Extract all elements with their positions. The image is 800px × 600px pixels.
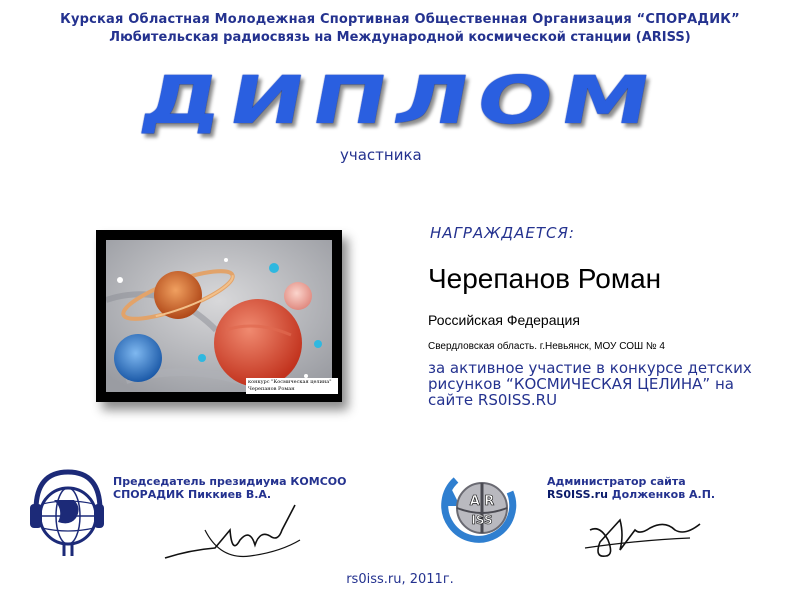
award-reason: за активное участие в конкурсе детских рисунков “КОСМИЧЕСКАЯ ЦЕЛИНА” на сайте RS0ISS.RU	[428, 359, 752, 409]
left-signatory-line-1: Председатель президиума КОМСОО	[113, 475, 347, 488]
recipient-name: Черепанов Роман	[428, 263, 662, 294]
ariss-logo-bottom-text: ISS	[471, 513, 493, 527]
artwork-caption-line-2: Черепанов Роман	[248, 386, 295, 392]
footer-text: rs0iss.ru, 2011г.	[346, 572, 454, 587]
artwork-caption-line-1: конкурс "Космическая целина"	[248, 379, 332, 385]
right-signatory-title	[547, 475, 787, 501]
artwork-caption	[246, 378, 338, 394]
right-signature	[580, 500, 710, 565]
left-signatory-title	[113, 475, 373, 501]
artwork-drawing	[106, 240, 332, 392]
diploma-title: ДИПЛОМ	[134, 62, 666, 139]
right-signatory-site: RS0ISS.ru	[547, 488, 608, 501]
artwork-frame	[96, 230, 342, 402]
organization-line-2: Любительская радиосвязь на Международной космической станции (ARISS)	[109, 30, 691, 45]
organization-line-1: Курская Областная Молодежная Спортивная Общественная Организация “СПОРАДИК”	[60, 12, 740, 27]
left-signature	[160, 500, 310, 565]
right-signatory-name: Долженков А.П.	[611, 488, 716, 501]
left-signatory-line-2: СПОРАДИК Пиккиев В.А.	[113, 488, 272, 501]
recipient-country: Российская Федерация	[428, 312, 580, 328]
ariss-logo	[436, 462, 522, 548]
awarded-label: НАГРАЖДАЕТСЯ:	[430, 224, 575, 242]
sporadik-globe-logo	[24, 460, 104, 560]
right-signatory-line-1: Администратор сайта	[547, 475, 686, 488]
recipient-address: Свердловская область. г.Невьянск, МОУ СОШ № 4	[428, 341, 665, 352]
diploma-subtitle: участника	[340, 146, 422, 164]
ariss-logo-top-text: A R	[469, 494, 495, 509]
